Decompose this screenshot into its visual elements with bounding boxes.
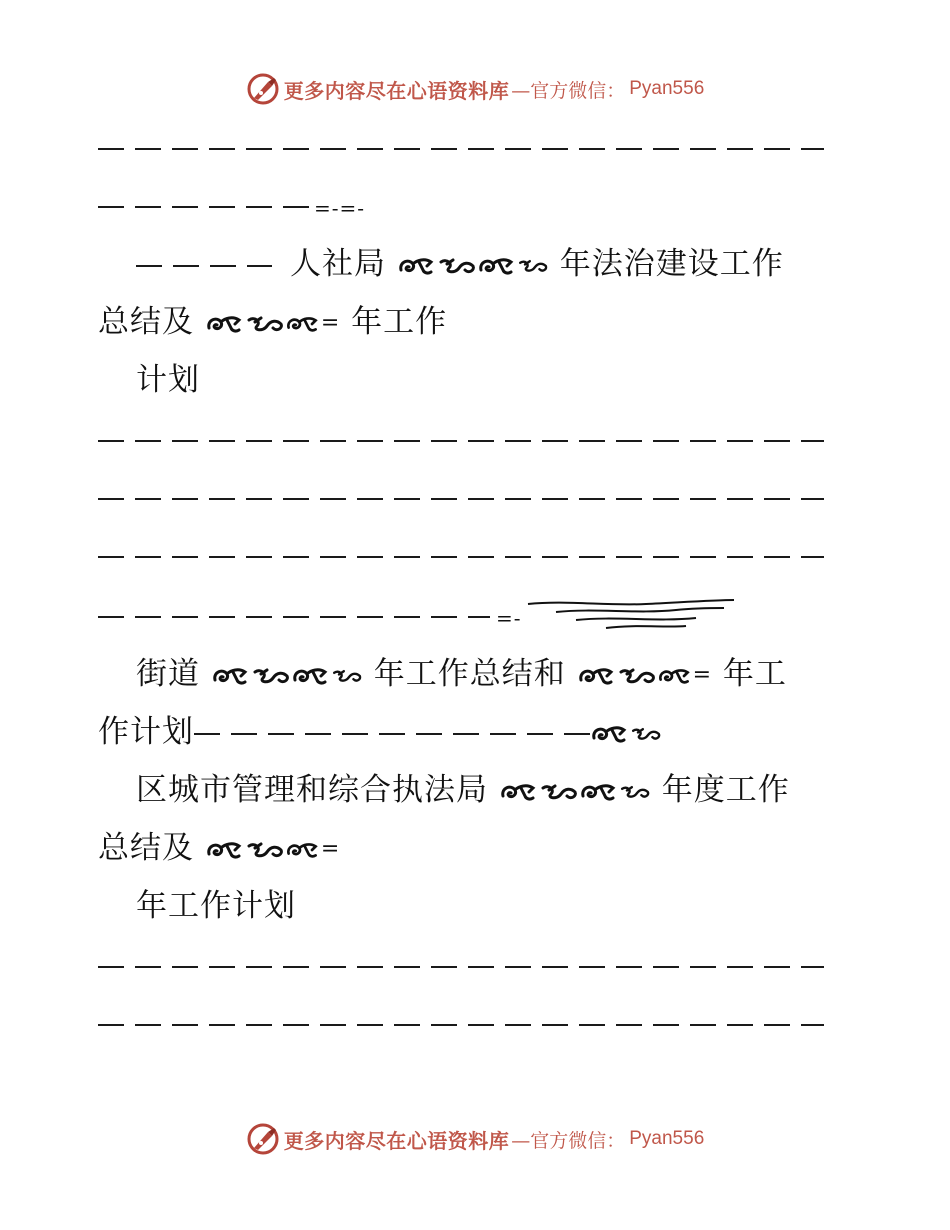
ornament-icon	[657, 664, 693, 688]
ornament-icon	[577, 664, 617, 688]
toc-entry-3-line-2[interactable]	[98, 828, 340, 870]
wave-decoration-icon	[526, 598, 736, 632]
page-footer	[0, 1122, 950, 1156]
ornament-icon	[251, 664, 291, 688]
toc-mark: =	[320, 836, 341, 862]
ornament-icon	[397, 254, 437, 278]
leader-line	[98, 1024, 824, 1026]
ornament-icon	[539, 780, 579, 804]
leader-line	[98, 498, 824, 500]
toc-entry-3-line-3[interactable]: 年工作计划	[136, 888, 296, 924]
ornament-icon	[617, 664, 657, 688]
page-header	[0, 72, 950, 106]
ornament-icon	[205, 312, 245, 336]
pen-nib-logo-icon	[246, 1122, 280, 1156]
toc-entry-text: 区城市管理和综合执法局	[136, 772, 488, 808]
footer-brand: 更多内容尽在心语资料库	[283, 1128, 510, 1153]
leader-line	[98, 440, 824, 442]
toc-entry-text: 街道	[136, 656, 200, 692]
ornament-icon	[245, 838, 285, 862]
toc-entry-text: 年法治建设工作	[559, 246, 784, 282]
ornament-icon	[630, 722, 662, 746]
pen-nib-logo-icon	[246, 72, 280, 106]
leader-line	[98, 616, 490, 618]
leader-line	[194, 733, 590, 735]
ornament-icon	[590, 722, 630, 746]
header-separator: —官方微信：	[511, 79, 626, 102]
toc-mark: =-=-	[314, 196, 366, 220]
toc-mark: =	[320, 310, 341, 336]
ornament-icon	[285, 838, 321, 862]
ornament-icon	[477, 254, 517, 278]
leader-line	[98, 966, 824, 968]
toc-entry-3-line-1[interactable]	[136, 770, 790, 810]
toc-mark: =-	[496, 606, 522, 630]
ornament-icon	[291, 664, 331, 688]
ornament-icon	[205, 838, 245, 862]
ornament-icon	[579, 780, 619, 804]
ornament-icon	[331, 664, 363, 688]
leader-line	[98, 148, 824, 150]
ornament-icon	[245, 312, 285, 336]
toc-entry-text: 年工	[722, 656, 787, 692]
ornament-icon	[437, 254, 477, 278]
toc-entry-text: 总结及	[98, 304, 194, 340]
ornament-icon	[517, 254, 549, 278]
toc-entry-text: 总结及	[98, 830, 194, 866]
toc-entry-text: 年度工作	[661, 772, 790, 808]
leader-line	[136, 265, 272, 267]
toc-entry-1-line-3[interactable]: 计划	[136, 362, 200, 398]
ornament-icon	[499, 780, 539, 804]
ornament-icon	[211, 664, 251, 688]
toc-entry-2-line-2[interactable]	[98, 712, 662, 752]
toc-entry-text: 作计划	[98, 714, 194, 750]
toc-entry-1-line-1[interactable]	[136, 244, 784, 284]
footer-separator: —官方微信：	[511, 1129, 626, 1152]
leader-line	[98, 206, 312, 208]
toc-entry-text: 年工作总结和	[373, 656, 566, 692]
toc-entry-text: 人社局	[290, 246, 386, 282]
header-brand: 更多内容尽在心语资料库	[283, 78, 510, 103]
toc-entry-1-line-2[interactable]	[98, 302, 447, 344]
footer-account: Pyan556	[629, 1128, 705, 1149]
leader-line	[98, 556, 824, 558]
ornament-icon	[619, 780, 651, 804]
toc-entry-text: 年工作	[351, 304, 448, 340]
toc-entry-2-line-1[interactable]	[136, 654, 787, 696]
header-account: Pyan556	[629, 78, 705, 99]
ornament-icon	[285, 312, 321, 336]
toc-mark: =	[692, 662, 713, 688]
